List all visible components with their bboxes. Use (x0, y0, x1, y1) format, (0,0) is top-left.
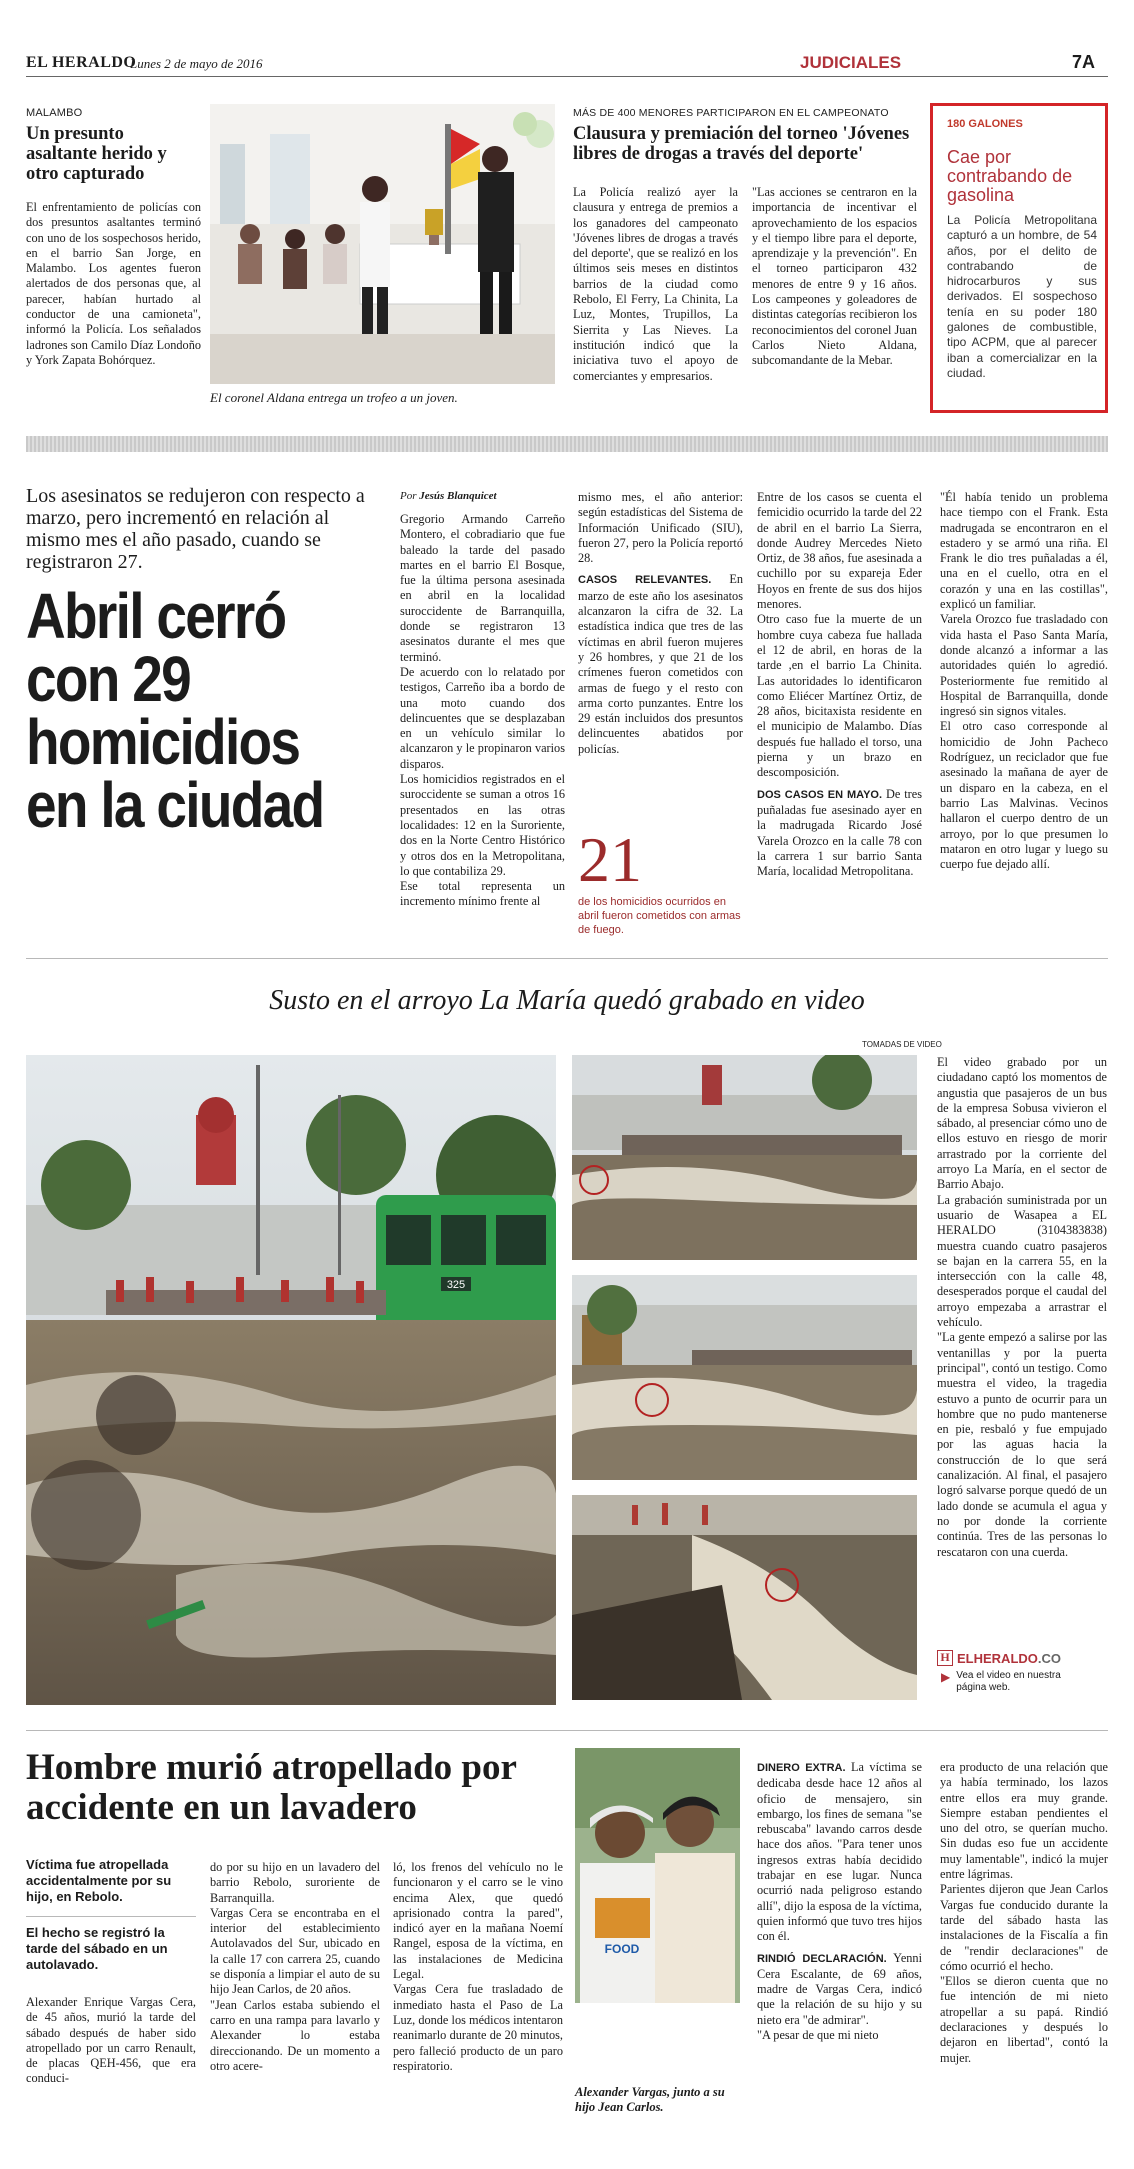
abril-byline (400, 490, 497, 502)
flood-frame-2 (572, 1275, 917, 1480)
abril-col3-a: Entre de los casos se cuenta el femicidio ocurrido la tarde del 22 de abril en el barrio La Sierra, donde Audrey Mercedes Nieto Ortiz, de 38 años, fue asesinada a cuchillo por su expareja Eder Hoyos en frente de sus dos hijos menores. Otro caso fue la muerte de un hombre cuya cabeza fue hallada el 12 de abril, en horas de la tarde ,en el barrio La Chinita. Las autoridades lo identificaron como Eliécer Martínez Ortiz, de 28 años, bicitaxista residente en el municipio de Malambo. Días después fue hallado el torso, una pierna y un brazo en descomposición. (757, 490, 922, 780)
promo-tld: .CO (1037, 1650, 1062, 1666)
torneo-col1: La Policía realizó ayer la clausura y entrega de premios a los ganadores del campeonato 'Jóvenes libres de drogas a través del deporte', que se realizó en los últimos seis meses en distintos barrios de la ciudad como Rebolo, El Ferry, La Chinita, La Luz, Montes, Trupillos, La Sierrita y Las Nieves. La institución indicó que la iniciativa tuvo el apoyo de comerciantes y empresarios. (573, 185, 738, 383)
galones-body: La Policía Metropolitana capturó a un hombre, de 54 años, por el delito de contrabando de hidrocarburos y sus derivados. El sospechoso tenía en su poder 180 galones de combustible, tipo ACPM, que al parecer iban a comercializar en la ciudad. (947, 213, 1097, 380)
abril-col3-sub: DOS CASOS EN MAYO. (757, 788, 883, 801)
abril-col2-sub: CASOS RELEVANTES. (578, 574, 712, 587)
abril-col2-lead: mismo mes, el año anterior: según estadísticas del Sistema de Información Unificado (SIU), fueron 27, pero la Policía reportó 28. (578, 490, 743, 566)
malambo-body: El enfrentamiento de policías con dos presuntos asaltantes terminó con uno de los sospechosos herido, en el barrio San Jorge, en Malambo. Los agentes fueron alertados de dos personas que, al parecer, habían hurtado al conductor de una camioneta", informó la Policía. Los señalados ladrones son Camilo Díaz Londoño y York Zapata Bohórquez. (26, 200, 201, 367)
abril-col2 (578, 490, 743, 757)
dinero-extra-sub: DINERO EXTRA. (757, 1762, 846, 1774)
arroyo-rule (26, 1730, 1108, 1731)
arroyo-body: El video grabado por un ciudadano captó los momentos de angustia que pasajeros de un bus de la empresa Sobusa vivieron el sábado, al presenciar cómo uno de ellos estuvo en riesgo de morir arrastrado por la corriente del arroyo La María, en el sector de Barrio Abajo. La grabación suministrada por un usuario de Wasapea a EL HERALDO (3104383838) muestra cuando cuatro pasajeros se bajan en la carrera 55, en la intersección con la calle 48, desesperados porque el caudal del arroyo empezaba a arrastrar el vehículo. "La gente empezó a salirse por las ventanillas y por la puerta principal", contó un testigo. Como muestra el video, la tragedia estuvo a punto de ocurrir para un hombre que no pudo mantenerse en pie, resbaló y fue empujado por las aguas hacia la construcción de lo que será canalización. Al final, el pasajero logró salvarse porque quedó de un lado donde se acumula el agua y no por donde la corriente continúa. Tres de las personas lo rescataron con una cuerda. (937, 1055, 1107, 1559)
web-promo[interactable] (937, 1650, 1107, 1694)
heraldo-logo-icon: H (937, 1650, 953, 1666)
byline-name: Jesús Blanquicet (419, 490, 497, 502)
summary-rule (26, 1916, 196, 1917)
galones-kicker: 180 GALONES (947, 118, 1023, 130)
promo-brand: ELHERALDO (957, 1650, 1038, 1666)
page-number: 7A (1072, 52, 1096, 72)
abril-headline: Abril cerró con 29 homicidios en la ciudad (26, 580, 324, 841)
lavadero-col2: ló, los frenos del vehículo no le funcionaron y el carro se le vino encima Alex, que quedó aprisionado contra la pared", indicó ayer en la mañana Noemí Rangel, esposa de la víctima, en las instalaciones de Medicina Legal. Vargas Cera fue trasladado de inmediato hasta el Paso de La Luz, donde los médicos intentaron reanimarlo durante de 20 minutos, pero falleció producto de un paro respiratorio. (393, 1860, 563, 2073)
section-name: JUDICIALES (800, 53, 902, 72)
abril-rule (26, 958, 1108, 959)
torneo-kicker: MÁS DE 400 MENORES PARTICIPARON EN EL CAMPEONATO (573, 107, 889, 119)
lavadero-col3 (757, 1760, 922, 2043)
abril-col2-b: En marzo de este año los asesinatos alcanzaron la cifra de 32. La estadística indica que tres de las víctimas en abril fueron mujeres y 26 hombres, y que 21 de los crímenes fueron cometidos con armas de fuego y el resto con arma corto punzantes. Entre los 29 están incluidos dos presuntos delincuentes abatidos por policías. (578, 572, 743, 756)
masthead: EL HERALDO (26, 54, 137, 71)
bus-number: 325 (446, 1279, 466, 1291)
lavadero-summary-2: El hecho se registró la tarde del sábado en un autolavado. (26, 1925, 168, 1972)
flood-frame-1 (572, 1055, 917, 1260)
lavadero-col0: Alexander Enrique Vargas Cera, de 45 años, murió la tarde del sábado después de haber sido atropellado por un carro Renault, de placas QEH-456, que era conduci- (26, 1995, 196, 2086)
shirt-text: FOOD (604, 1942, 640, 1956)
promo-text: Vea el video en nuestra página web. (956, 1670, 1061, 1693)
photo-credit: TOMADAS DE VIDEO (862, 1040, 942, 1049)
trophy-photo-caption: El coronel Aldana entrega un trofeo a un joven. (210, 390, 458, 405)
father-son-caption: Alexander Vargas, junto a su hijo Jean Carlos. (575, 2085, 725, 2114)
abril-col4: "Él había tenido un problema hace tiempo con el Frank. Esta madrugada se encontraron en el estadero y se armó una riña. El Frank le dio tres puñaladas a él, una en el cuello, otra en el corazón y una en las costillas", explicó un familiar. Varela Orozco fue trasladado con vida hasta el Paso Santa María, donde alcanzó a informar a las autoridades quién lo agredió. Posteriormente fue remitido al Hospital de Barranquilla, donde ingresó sin signos vitales. El otro caso corresponde al homicidio de John Pacheco Rodríguez, un reciclador que fue asesinado la mañana de ayer de un disparo en la cabeza, en el barrio Las Malvinas. Vecinos hallaron el cuerpo dentro de un arroyo, por lo que presumen lo mataron en otro lugar y luego su cuerpo fue dejado allí. (940, 490, 1108, 872)
galones-headline: Cae por contrabando de gasolina (947, 147, 1073, 205)
lavadero-col4: era producto de una relación que ya había terminado, los lazos entre ellos era muy grande. Siempre estaban pendientes el uno del otro, se querían mucho. Sin dudas eso fue un accidente muy lamentable", indicó la mujer entre lágrimas. Parientes dijeron que Jean Carlos Vargas fue conducido durante la tarde del sábado hasta las instalaciones de la Fiscalía a fin de "rendir declaraciones" de cómo ocurrió el hecho. "Ellos se dieron cuenta que no fue intención de mi nieto atropellar a su papá. Rindió declaraciones y después lo dejaron en libertad", contó la mujer. (940, 1760, 1108, 2065)
lavadero-col3-b: Yenni Cera Escalante, de 69 años, madre de Vargas Cera, indicó que la relación de su hijo y su nieto era "de admirar". "A pesar de que mi nieto (757, 1950, 922, 2043)
lavadero-col3-a: La víctima se dedicaba desde hace 12 años al oficio de mensajero, sin embargo, los fines de semana "se rebuscaba" lavando carros desde hace dos años. "Para tener unos ingresos extras había decidido trabajar en ese lugar. Nunca ocurrió nada peligroso estando allí", dijo la esposa de la víctima, quien informó que tuvo tres hijos con él. (757, 1760, 922, 1944)
lavadero-col1: do por su hijo en un lavadero del barrio Rebolo, suroriente de Barranquilla. Vargas Cera se encontraba en el interior del establecimiento Autolavados del Sur, ubicado en la calle 17 con carrera 25, cuando se disponía a limpiar el auto de su hijo Jean Carlos, de 20 años. "Jean Carlos estaba subiendo el carro en una rampa para lavarlo y Alexander lo estaba direccionando. De un momento a otro acere- (210, 1860, 380, 2073)
father-son-photo (575, 1748, 740, 2003)
malambo-headline: Un presunto asaltante herido y otro capturado (26, 124, 167, 184)
video-play-icon: ▶ (941, 1670, 951, 1684)
abril-col3 (757, 490, 922, 879)
trophy-photo (210, 104, 555, 384)
arroyo-headline: Susto en el arroyo La María quedó grabado en video (269, 985, 865, 1016)
lavadero-summary-1: Víctima fue atropellada accidentalmente por su hijo, en Rebolo. (26, 1857, 172, 1904)
issue-date: Lunes 2 de mayo de 2016 (130, 56, 263, 71)
torneo-col2: "Las acciones se centraron en la importancia de incentivar el aprovechamiento de los espacios y el tiempo libre para el deporte, aprendizaje y la prevención". En el torneo participaron 432 menores de entre 9 y 16 años. Los campeones y goleadores de distintas categorías recibieron los reconocimientos del coronel Juan Carlos Nieto Aldana, subcomandante de la Mebar. (752, 185, 917, 368)
header-rule (26, 76, 1108, 77)
stat-number: 21 (578, 824, 642, 895)
flood-frame-3 (572, 1495, 917, 1700)
lavadero-headline: Hombre murió atropellado por accidente en un lavadero (26, 1747, 517, 1828)
abril-col1: Gregorio Armando Carreño Montero, el cobradiario que fue baleado la tarde del pasado martes en el barrio El Bosque, fue la última persona asesinada en abril en la localidad suroccidente de Barranquilla, donde se registraron 13 asesinatos durante el mes que terminó. De acuerdo con lo relatado por testigos, Carreño iba a bordo de una moto cuando dos delincuentes que se desplazaban en un vehículo similar lo alcanzaron y le propinaron varios disparos. Los homicidios registrados en el suroccidente se suman a otros 16 presentados en las otras localidades: 12 en la Suroriente, dos en la Norte Centro Histórico y otros dos en la Metropolitana, lo que contabiliza 29. Ese total representa un incremento mínimo frente al (400, 512, 565, 909)
torneo-headline: Clausura y premiación del torneo 'Jóvenes libres de drogas a través del deporte' (573, 124, 910, 164)
section-divider (26, 436, 1108, 452)
rindio-declaracion-sub: RINDIÓ DECLARACIÓN. (757, 1952, 887, 1965)
flood-main-photo (26, 1055, 556, 1705)
byline-prefix: Por (400, 490, 417, 502)
stat-text: de los homicidios ocurridos en abril fueron cometidos con armas de fuego. (578, 896, 741, 936)
abril-col3-b: De tres puñaladas fue asesinado ayer en la madrugada Ricardo José Varela Orozco en la calle 78 con la carrera 1 sur barrio Santa María, localidad Metropolitana. (757, 786, 922, 879)
abril-deck: Los asesinatos se redujeron con respecto a marzo, pero incrementó en relación al mismo mes el año pasado, cuando se registraron 27. (26, 485, 365, 573)
malambo-kicker: MALAMBO (26, 107, 83, 119)
